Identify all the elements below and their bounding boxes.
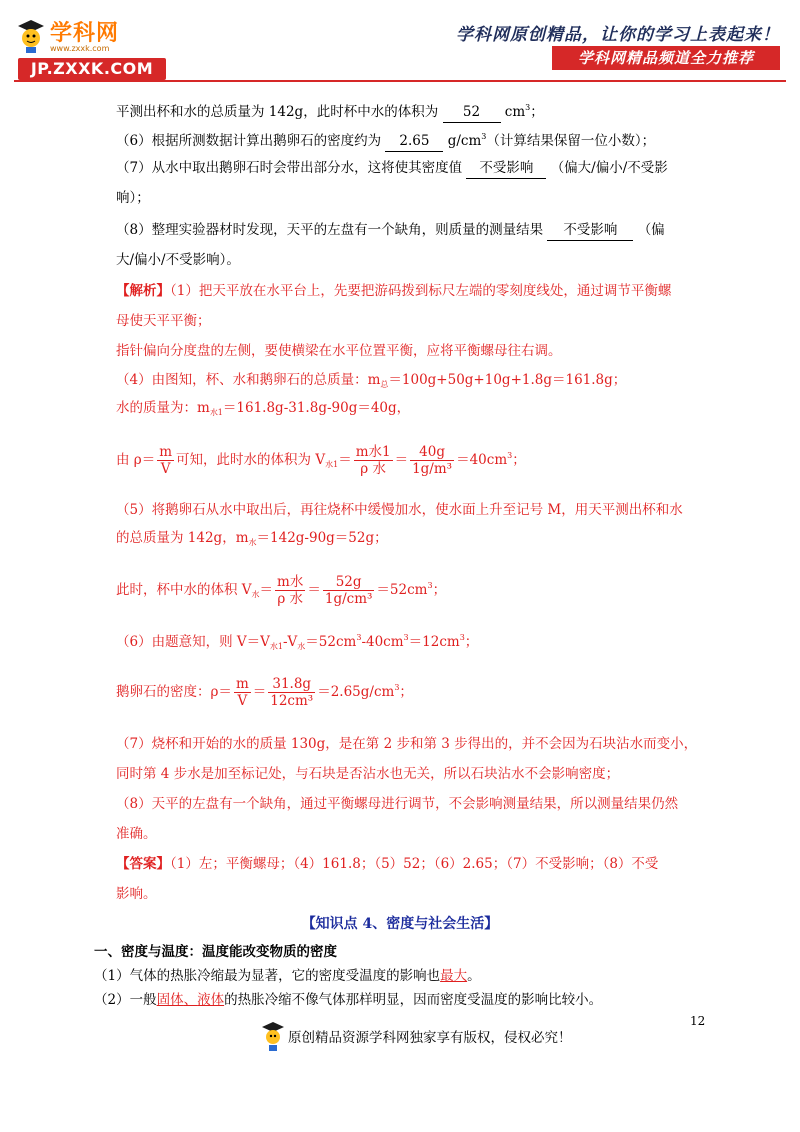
fraction-mass-over-density	[354, 444, 393, 477]
analysis-line-13: 同时第 4 步水是加至标记处，与石块是否沾水也无关，所以石块沾水不会影响密度；	[116, 766, 620, 782]
text: 可知，此时水的体积为 V	[176, 452, 326, 468]
text: （4）由图知，杯、水和鹅卵石的总质量：m	[116, 372, 381, 388]
punct: 。	[467, 968, 481, 984]
equals: ＝	[252, 684, 267, 700]
highlight: 液体	[197, 992, 225, 1008]
mascot-icon	[14, 18, 48, 54]
footer	[260, 1020, 600, 1060]
punct: ；	[512, 452, 526, 468]
text: 由 ρ＝	[116, 452, 156, 468]
logo-subtext: www.zxxk.com	[50, 44, 110, 53]
copyright-notice: 原创精品资源学科网独家享有版权，侵权必究！	[288, 1030, 572, 1046]
page-number: 12	[690, 1014, 706, 1028]
text: ＝12cm	[408, 634, 460, 650]
section-title: 【知识点 4、密度与社会生活】	[301, 916, 499, 932]
text: 的热胀冷缩不像气体那样明显，因而密度受温度的影响比较小。	[224, 992, 603, 1008]
text: 此时，杯中水的体积 V	[116, 582, 252, 598]
analysis-line-1	[116, 281, 671, 301]
subscript: 水	[251, 590, 260, 599]
logo-text: 学科网	[50, 21, 120, 46]
analysis-line-5	[116, 398, 410, 423]
subscript: 水	[297, 642, 306, 651]
channel-banner: 学科网精品频道全力推荐	[552, 46, 780, 70]
analysis-tag: 【解析】	[116, 283, 170, 299]
text: （偏	[637, 222, 665, 238]
text: （计算结果保留一位小数）；	[486, 133, 656, 149]
header-slogan: 学科网原创精品，让你的学习上表起来！	[456, 25, 780, 45]
answer-fill-5: 52	[443, 102, 501, 123]
text: ＝52cm	[376, 582, 428, 598]
unit: g/cm	[447, 133, 482, 149]
denominator: 12cm³	[270, 693, 314, 709]
answer-line-1	[116, 854, 658, 874]
text: （1）气体的热胀冷缩最为显著，它的密度受温度的影响也	[94, 968, 441, 984]
text: ＝161.8g-31.8g-90g＝40g，	[222, 400, 411, 416]
analysis-formula-3: 鹅卵石的密度：ρ＝ $\frac{m}{V}$ ＝ $\frac{31.8g}{\text{12cm³}}$ $=2.65g/cm^3$；	[116, 676, 413, 709]
text: -V	[282, 634, 298, 650]
text: （7）从水中取出鹅卵石时会带出部分水，这将使其密度值	[116, 160, 463, 176]
denominator: ρ 水	[277, 591, 304, 607]
text: ＝142g-90g＝52g；	[256, 530, 388, 546]
answer-tag: 【答案】	[116, 856, 170, 872]
header-divider	[14, 80, 786, 82]
analysis-line-10: （6）由题意知，则 $V=V_{水1}-V_水=52cm^3-40cm^3=12cm^3$；	[116, 633, 479, 651]
analysis-line-4	[116, 370, 626, 395]
numerator: m	[235, 676, 249, 692]
section-paragraph-1	[94, 966, 481, 986]
denominator: V	[160, 461, 171, 477]
text: ＝40cm	[456, 452, 508, 468]
punct: ；	[530, 104, 544, 120]
subscript: 水1	[269, 642, 283, 651]
punct: ；	[432, 582, 447, 598]
text: ＝2.65g/cm	[317, 684, 395, 700]
text: -40cm	[361, 634, 404, 650]
mascot-icon	[260, 1020, 286, 1056]
answer-fill-6: 2.65	[385, 131, 443, 152]
equals: ＝	[338, 452, 352, 468]
text: （1）左；平衡螺母；（4）161.8；（5）52；（6）2.65；（7）不受影响；（8）不受	[170, 856, 659, 872]
equals: ＝	[259, 582, 274, 598]
answer-fill-7: 不受影响	[466, 158, 546, 179]
fraction-values	[268, 676, 315, 709]
text: （2）一般	[94, 992, 157, 1008]
subscript: 水1	[209, 408, 223, 417]
analysis-line-15: 准确。	[116, 826, 157, 842]
answer-fill-8: 不受影响	[547, 220, 633, 241]
unit: cm	[504, 104, 526, 120]
question-line-4: 响）；	[116, 190, 150, 206]
subscript: 水	[248, 538, 257, 547]
question-line-3	[116, 158, 668, 179]
text: （6）根据所测数据计算出鹅卵石的密度约为	[116, 133, 382, 149]
text: （6）由题意知，则 V＝V	[116, 634, 270, 650]
text: ＝100g+50g+10g+1.8g＝161.8g；	[388, 372, 627, 388]
analysis-line-8	[116, 528, 388, 553]
numerator: m水1	[355, 444, 391, 460]
text: （偏大/偏小/不受影	[550, 160, 668, 176]
text: 平测出杯和水的总质量为 142g，此时杯中水的体积为	[116, 104, 439, 120]
analysis-line-7: （5）将鹅卵石从水中取出后，再往烧杯中缓慢加水，使水面上升至记号 M，用天平测出杯和水	[116, 502, 683, 518]
analysis-line-2: 母使天平平衡；	[116, 313, 211, 329]
analysis-formula-1: 由 ρ＝ $\frac{m}{V}$ 可知，此时水的体积为 $V_{水1}=$ $\frac{\text{m水1}}{\text{ρ 水}}$ ＝ $\frac{40g}{\text{1g/m³}}$ $=40cm^3$；	[116, 444, 526, 477]
subscript: 总	[380, 380, 389, 389]
numerator: 31.8g	[268, 676, 315, 693]
analysis-line-14: （8）天平的左盘有一个缺角，通过平衡螺母进行调节，不会影响测量结果，所以测量结果仍然	[116, 796, 679, 812]
answer-line-2: 影响。	[116, 886, 157, 902]
numerator: m水	[277, 574, 304, 590]
question-line-2: （6）根据所测数据计算出鹅卵石的密度约为 2.65 $g/cm^3$（计算结果保留一位小数）；	[116, 127, 655, 152]
denominator: V	[237, 693, 248, 709]
question-line-6: 大/偏小/不受影响）。	[116, 252, 240, 268]
punct: ；	[464, 634, 479, 650]
text: （8）整理实验器材时发现，天平的左盘有一个缺角，则质量的测量结果	[116, 222, 544, 238]
highlight: 最大	[440, 968, 468, 984]
fraction-mass-over-density	[275, 574, 305, 607]
highlight: 、	[183, 992, 198, 1008]
text: 水的质量为：m	[116, 400, 210, 416]
punct: ；	[399, 684, 413, 700]
analysis-line-12: （7）烧杯和开始的水的质量 130g，是在第 2 步和第 3 步得出的，并不会因为石块沾水而变小，	[116, 736, 698, 752]
equals: ＝	[394, 452, 409, 468]
fraction-m-over-v	[234, 676, 251, 709]
text: 鹅卵石的密度：ρ＝	[116, 684, 232, 700]
site-logo[interactable]	[14, 14, 164, 76]
text: （1）把天平放在水平台上，先要把游码拨到标尺左端的零刻度线处，通过调节平衡螺	[170, 283, 672, 299]
numerator: 40g	[410, 444, 454, 461]
numerator: 52g	[323, 574, 375, 591]
analysis-formula-2: 此时，杯中水的体积 $V_水=$ $\frac{\text{m水}}{\text{ρ 水}}$ ＝ $\frac{52g}{\text{1g/cm³}}$ $=52cm^3$；	[116, 574, 447, 607]
analysis-line-3: 指针偏向分度盘的左侧，要使横梁在水平位置平衡，应将平衡螺母往右调。	[116, 343, 562, 359]
question-line-1: 平测出杯和水的总质量为 142g，此时杯中水的体积为 52 $cm^3$；	[116, 98, 544, 123]
denominator: ρ 水	[360, 461, 386, 477]
fraction-m-over-v	[157, 444, 174, 477]
fraction-values	[410, 444, 454, 477]
section-heading: 一、密度与温度：温度能改变物质的密度	[94, 944, 337, 960]
question-line-5	[116, 220, 665, 241]
text: 的总质量为 142g，m	[116, 530, 249, 546]
fraction-values	[323, 574, 375, 607]
subscript: 水1	[325, 460, 339, 469]
section-paragraph-2	[94, 990, 602, 1010]
numerator: m	[159, 444, 173, 460]
text: ＝52cm	[305, 634, 357, 650]
equals: ＝	[307, 582, 321, 598]
highlight: 固体	[156, 992, 184, 1008]
denominator: 1g/cm³	[324, 591, 373, 607]
denominator: 1g/m³	[412, 461, 453, 477]
logo-url-banner[interactable]: JP.ZXXK.COM	[18, 58, 166, 80]
